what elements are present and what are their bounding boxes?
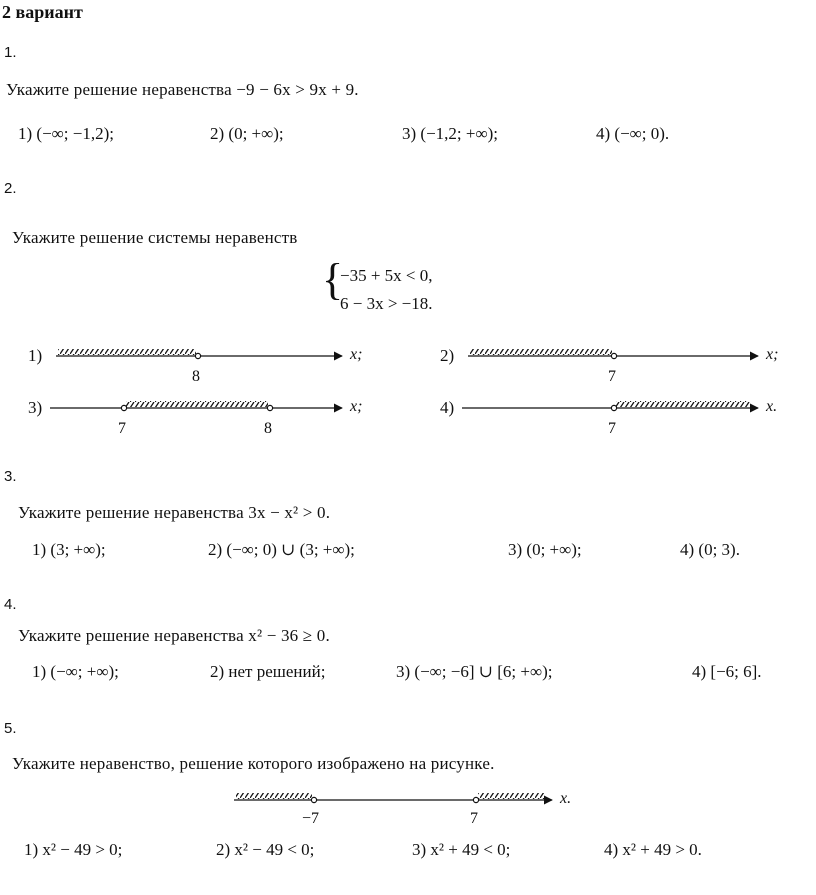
- line-3-var: [350, 398, 362, 416]
- open-point: [611, 353, 616, 358]
- task-1-option-4: 4) (−∞; 0).: [596, 124, 670, 143]
- task-3-option-2: 2) (−∞; 0) ∪ (3; +∞);: [208, 540, 355, 559]
- number-line-2: [468, 349, 758, 359]
- task-1-number: 1.: [4, 44, 17, 61]
- task-4-option-2: 2) нет решений;: [210, 662, 326, 681]
- task-3-option-1: 1) (3; +∞);: [32, 540, 106, 559]
- line-2-var-text: x;: [766, 346, 779, 363]
- variant-title: 2 вариант: [2, 2, 83, 22]
- task-1-option-3: 3) (−1,2; +∞);: [402, 124, 498, 143]
- number-line-1: [56, 349, 342, 359]
- task-5-question: Укажите неравенство, решение которого изображено на рисунке.: [12, 754, 495, 773]
- task-3-option-3: 3) (0; +∞);: [508, 540, 582, 559]
- task-5-option-2: 2) x² − 49 < 0;: [216, 840, 315, 859]
- line-1-var: [350, 346, 362, 364]
- line-3-var-text: x;: [350, 398, 363, 415]
- task-5-option-4: 4) x² + 49 > 0.: [604, 840, 702, 859]
- line-4-var: [766, 398, 777, 416]
- open-point: [611, 405, 616, 410]
- task-5-point-label-right: 7: [470, 810, 478, 827]
- task-1-option-2: 2) (0; +∞);: [210, 124, 284, 143]
- system-line-2: 6 − 3x > −18.: [340, 294, 433, 313]
- open-point: [473, 797, 478, 802]
- open-point: [311, 797, 316, 802]
- task-5-point-label-left: −7: [302, 810, 320, 827]
- line-3-point-label-left: 7: [118, 420, 126, 437]
- line-4-point-label: 7: [608, 420, 616, 437]
- line-1-var-text: x;: [350, 346, 363, 363]
- task-3-question: Укажите решение неравенства 3x − x² > 0.: [18, 503, 331, 522]
- line-3-label: 3): [28, 398, 43, 417]
- system-line-1: −35 + 5x < 0,: [340, 266, 433, 285]
- open-point: [195, 353, 200, 358]
- hatch-region: [616, 401, 750, 407]
- task-4-question: Укажите решение неравенства x² − 36 ≥ 0.: [18, 626, 330, 645]
- task-3-number: 3.: [4, 468, 17, 485]
- hatch-region: [470, 349, 612, 355]
- task-1-question: Укажите решение неравенства −9 − 6x > 9x + 9.: [6, 80, 359, 99]
- hatch-region: [236, 793, 312, 799]
- hatch-region: [126, 401, 268, 407]
- task-4-option-1: 1) (−∞; +∞);: [32, 662, 119, 681]
- line-4-var-text: x.: [766, 398, 778, 415]
- task-5-option-3: 3) x² + 49 < 0;: [412, 840, 511, 859]
- open-point: [121, 405, 126, 410]
- task-3-option-4: 4) (0; 3).: [680, 540, 740, 559]
- task-5-number: 5.: [4, 720, 17, 737]
- line-2-label: 2): [440, 346, 455, 365]
- system-brace: {: [322, 255, 344, 304]
- line-2-point-label: 7: [608, 368, 616, 385]
- number-line-4: [462, 401, 758, 411]
- hatch-region: [58, 349, 196, 355]
- number-line-5: [234, 793, 552, 803]
- task-1-option-1: 1) (−∞; −1,2);: [18, 124, 114, 143]
- task-5-option-1: 1) x² − 49 > 0;: [24, 840, 123, 859]
- line-2-var: [766, 346, 778, 364]
- task-4-number: 4.: [4, 596, 17, 613]
- line-1-label: 1): [28, 346, 43, 365]
- task-5-axis-var-text: x.: [560, 790, 572, 807]
- open-point: [267, 405, 272, 410]
- task-4-option-3: 3) (−∞; −6] ∪ [6; +∞);: [396, 662, 553, 681]
- task-4-option-4: 4) [−6; 6].: [692, 662, 762, 681]
- task-2-number: 2.: [4, 180, 17, 197]
- task-5-axis-var: [560, 790, 571, 808]
- task-2-question: Укажите решение системы неравенств: [12, 228, 298, 247]
- line-4-label: 4): [440, 398, 455, 417]
- line-1-point-label: 8: [192, 368, 200, 385]
- hatch-region: [478, 793, 544, 799]
- number-line-3: [50, 401, 342, 411]
- line-3-point-label-right: 8: [264, 420, 272, 437]
